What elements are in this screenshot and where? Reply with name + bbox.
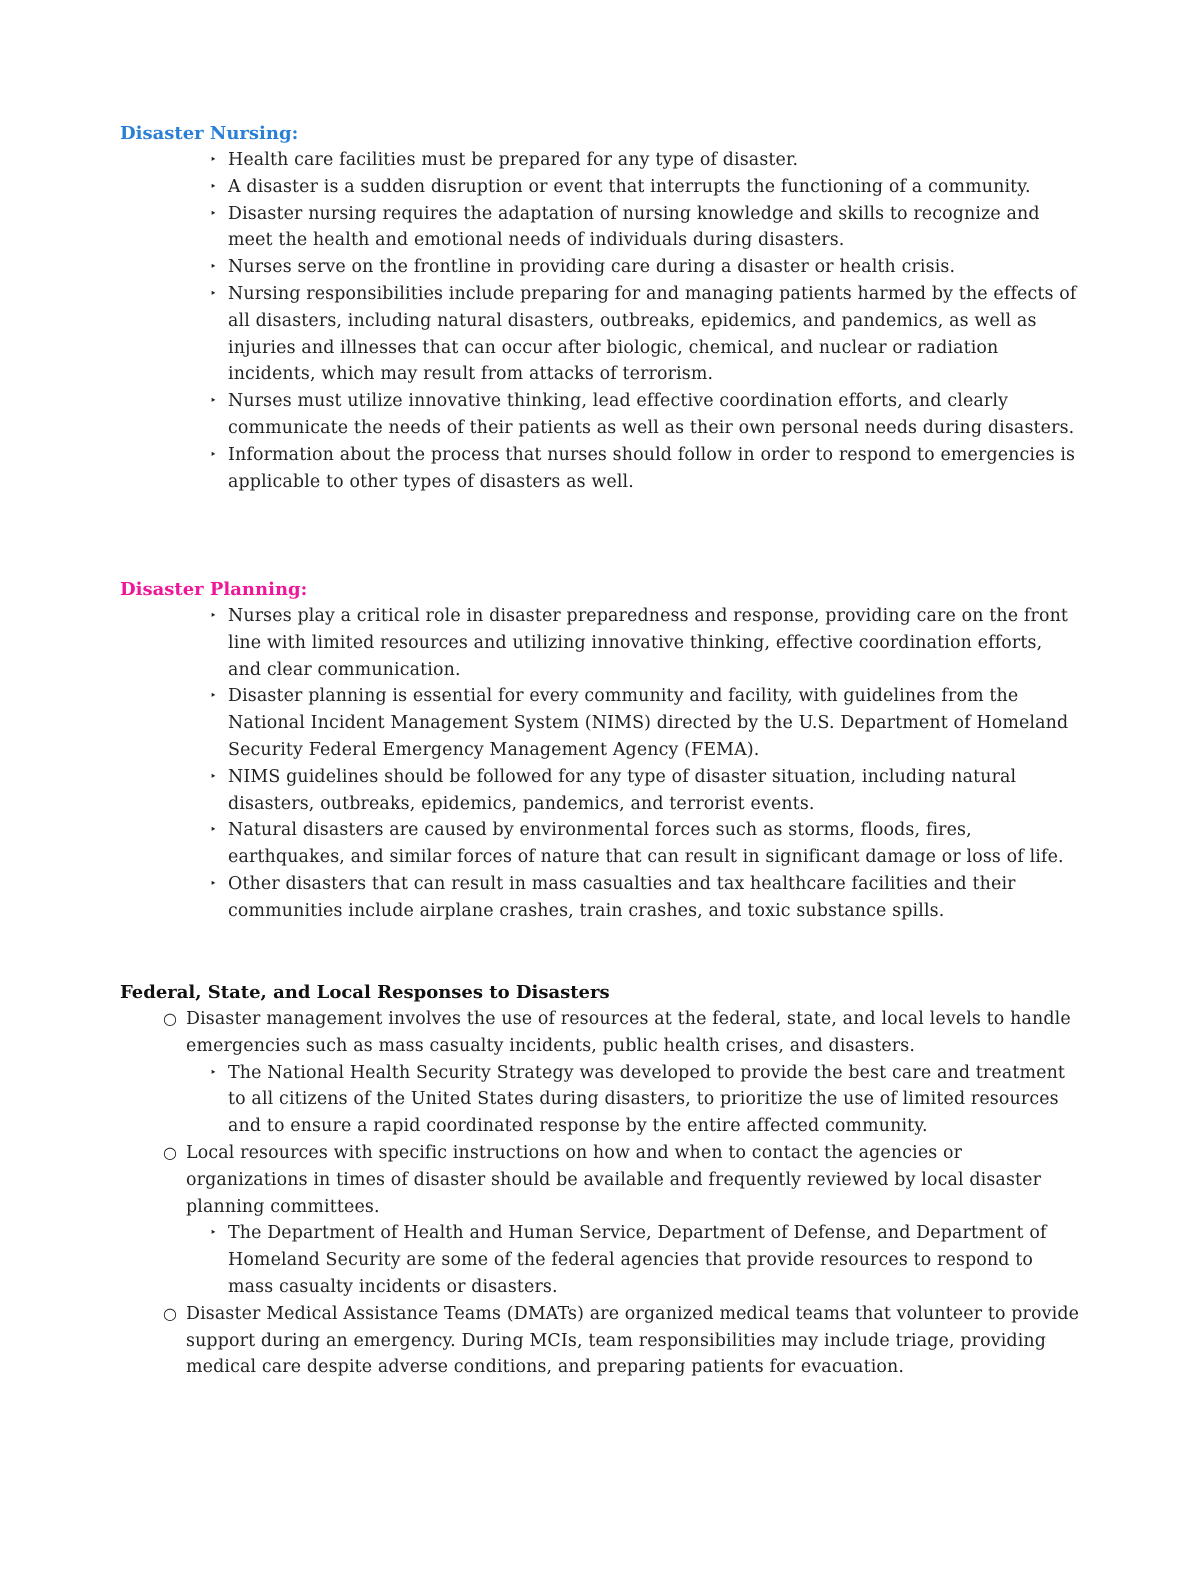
list-item-text: Disaster planning is essential for every community and facility, with guidelines from the National Incident Management System (NIMS) directed by the U.S. Department of Homeland Security Federal Emergency Management Agency (FEMA). [228,686,1069,760]
list-item [120,764,1080,818]
list-item [120,871,1080,925]
list-item [120,1301,1080,1381]
circle-bullet-icon: ○ [163,1142,178,1162]
list-item [120,388,1080,442]
arrow-bullet-icon: ‣ [210,153,217,166]
list-item [120,683,1080,763]
list-item [120,174,1080,201]
bullet-list [120,147,1080,495]
arrow-bullet-icon: ‣ [210,286,217,300]
list-item [120,1060,1080,1140]
list-item-text: Natural disasters are caused by environmental forces such as storms, floods, fires, earthquakes, and similar forces of nature that can result in significant damage or loss of life. [228,820,1064,868]
list-item-text: Local resources with specific instructions on how and when to contact the agencies or organizations in times of disaster should be available and frequently reviewed by local disaster planning committees. [186,1142,1042,1217]
section-responses-to-disasters [120,979,1080,1381]
arrow-bullet-icon: ‣ [210,394,217,408]
arrow-bullet-icon: ‣ [210,689,217,703]
arrow-bullet-icon: ‣ [210,609,217,622]
arrow-bullet-icon: ‣ [210,179,217,193]
arrow-bullet-icon: ‣ [210,1226,217,1240]
list-item [120,147,1080,174]
list-item-text: Disaster management involves the use of resources at the federal, state, and local levels to handle emergencies such as mass casualty incidents, public health crises, and disasters. [186,1009,1071,1056]
list-item [120,1140,1080,1220]
list-item [120,817,1080,871]
list-item-text: Other disasters that can result in mass casualties and tax healthcare facilities and their communities include airplane crashes, train crashes, and toxic substance spills. [228,873,1016,921]
arrow-bullet-icon: ‣ [210,206,217,220]
list-item-text: The National Health Security Strategy was developed to provide the best care and treatment to all citizens of the United States during disasters, to prioritize the use of limited resources and to ensure a rapid coordinated response by the entire affected community. [228,1062,1066,1137]
list-item-text: Nursing responsibilities include preparing for and managing patients harmed by the effects of all disasters, including natural disasters, outbreaks, epidemics, and pandemics, as well as injuries and illnesses that can occur after biologic, chemical, and nuclear or radiation incidents, which may result from attacks of terrorism. [228,283,1077,385]
list-item [120,603,1080,683]
arrow-bullet-icon: ‣ [210,769,217,783]
bullet-list [120,603,1080,925]
list-item-text: Nurses must utilize innovative thinking, lead effective coordination efforts, and clearly communicate the needs of their patients as well as their own personal needs during disasters. [228,391,1075,438]
list-item-text: A disaster is a sudden disruption or event that interrupts the functioning of a community. [228,176,1031,197]
list-item-text: Health care facilities must be prepared for any type of disaster. [228,150,799,170]
section-disaster-nursing [120,120,1080,495]
arrow-bullet-icon: ‣ [210,447,217,461]
list-item-text: The Department of Health and Human Service, Department of Defense, and Department of Homeland Security are some of the federal agencies that provide resources to respond to mass casualty incidents or disasters. [228,1223,1047,1297]
list-item-text: Information about the process that nurses should follow in order to respond to emergencies is applicable to other types of disasters as well. [228,444,1076,492]
list-item [120,281,1080,388]
list-item [120,1220,1080,1300]
list-item-text: NIMS guidelines should be followed for any type of disaster situation, including natural disasters, outbreaks, epidemics, pandemics, and terrorist events. [228,766,1017,814]
arrow-bullet-icon: ‣ [210,1065,217,1079]
list-item-text: Disaster Medical Assistance Teams (DMATs) are organized medical teams that volunteer to provide support during an emergency. During MCIs, team responsibilities may include triage, providing medical care despite adverse conditions, and preparing patients for evacuation. [186,1303,1080,1378]
list-item-text: Nurses play a critical role in disaster preparedness and response, providing care on the front line with limited resources and utilizing innovative thinking, effective coordination efforts, and clear communication. [228,606,1069,680]
section-heading: Disaster Nursing: [120,123,299,144]
list-item [120,254,1080,281]
bullet-list [120,1006,1080,1381]
list-item [120,442,1080,496]
list-item-text: Disaster nursing requires the adaptation of nursing knowledge and skills to recognize and meet the health and emotional needs of individuals during disasters. [228,203,1040,251]
list-item [120,1006,1080,1060]
arrow-bullet-icon: ‣ [210,823,217,837]
arrow-bullet-icon: ‣ [210,876,217,890]
list-item-text: Nurses serve on the frontline in providing care during a disaster or health crisis. [228,257,956,278]
list-item [120,201,1080,255]
circle-bullet-icon: ○ [163,1303,178,1323]
section-disaster-planning [120,576,1080,925]
circle-bullet-icon: ○ [163,1009,178,1028]
arrow-bullet-icon: ‣ [210,260,217,274]
section-heading: Disaster Planning: [120,579,308,600]
section-heading: Federal, State, and Local Responses to Disasters [120,982,610,1003]
